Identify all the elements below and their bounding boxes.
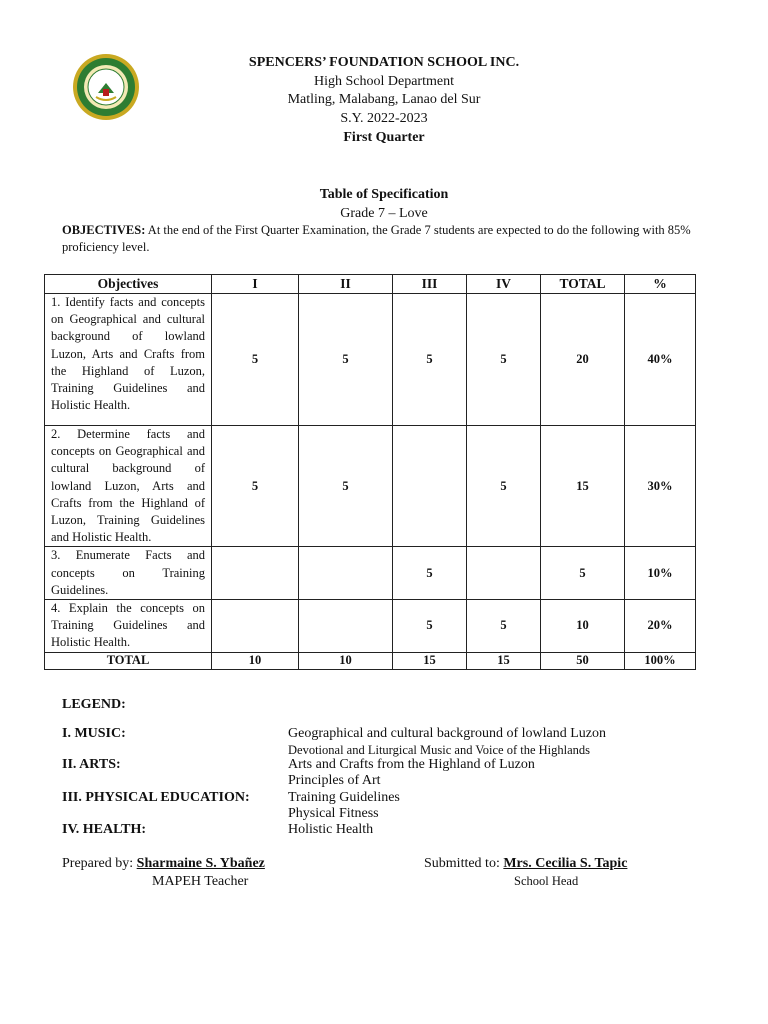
legend-pe-line2: Physical Fitness: [288, 806, 379, 821]
legend-health-label: IV. HEALTH:: [62, 822, 147, 837]
page-title: Table of Specification: [319, 187, 449, 202]
column-header: IV: [467, 275, 541, 294]
objective-cell: 3. Enumerate Facts and concepts on Training Guidelines.: [45, 547, 212, 600]
objectives-body: At the end of the First Quarter Examination, the Grade 7 students are expected to do the following with 85% proficiency level.: [62, 223, 691, 254]
school-name: SPENCERS’ FOUNDATION SCHOOL INC.: [248, 55, 520, 70]
submitted-to-label: Submitted to:: [424, 856, 504, 871]
table-cell: [299, 600, 393, 653]
table-cell: 5: [212, 426, 299, 547]
table-cell: 10%: [625, 547, 696, 600]
table-cell: 100%: [625, 652, 696, 669]
submitted-to-role: School Head: [514, 874, 579, 888]
quarter: First Quarter: [343, 130, 425, 145]
department: High School Department: [314, 74, 454, 89]
table-cell: 5: [393, 600, 467, 653]
prepared-by-label: Prepared by:: [62, 856, 137, 871]
legend-health-line1: Holistic Health: [288, 822, 374, 837]
table-cell: 5: [212, 294, 299, 426]
objectives-paragraph: [62, 222, 702, 256]
objective-cell: 4. Explain the concepts on Training Guidelines and Holistic Health.: [45, 600, 212, 653]
objective-cell: 2. Determine facts and concepts on Geographical and cultural background of lowland Luzon, Arts and Crafts from the Highland of Luzon, Training Guidelines and Holistic Health.: [45, 426, 212, 547]
table-cell: 10: [541, 600, 625, 653]
table-cell: TOTAL: [45, 652, 212, 669]
table-cell: 15: [467, 652, 541, 669]
table-cell: 5: [467, 426, 541, 547]
table-cell: [393, 426, 467, 547]
table-cell: 5: [299, 294, 393, 426]
school-year: S.Y. 2022-2023: [340, 111, 428, 126]
legend-arts-line1: Arts and Crafts from the Highland of Luzon: [288, 757, 535, 772]
table-cell: 20: [541, 294, 625, 426]
prepared-by-role: MAPEH Teacher: [152, 874, 249, 889]
legend-arts-line2: Principles of Art: [288, 773, 381, 788]
column-header: TOTAL: [541, 275, 625, 294]
objectives-label: OBJECTIVES:: [62, 223, 146, 237]
prepared-by: [62, 856, 265, 872]
table-cell: 5: [393, 294, 467, 426]
column-header: I: [212, 275, 299, 294]
table-row: [45, 547, 696, 600]
table-cell: [467, 547, 541, 600]
legend-music-line2: Devotional and Liturgical Music and Voice of the Highlands: [288, 743, 591, 757]
address: Matling, Malabang, Lanao del Sur: [287, 92, 481, 107]
table-cell: 5: [467, 600, 541, 653]
table-cell: 30%: [625, 426, 696, 547]
table-cell: 10: [299, 652, 393, 669]
table-total-row: [45, 652, 696, 669]
table-cell: 5: [393, 547, 467, 600]
specification-table: [44, 274, 696, 670]
table-cell: 5: [467, 294, 541, 426]
table-cell: 20%: [625, 600, 696, 653]
legend-pe-label: III. PHYSICAL EDUCATION:: [62, 790, 250, 805]
column-header: %: [625, 275, 696, 294]
table-row: [45, 426, 696, 547]
column-header: Objectives: [45, 275, 212, 294]
table-cell: 50: [541, 652, 625, 669]
table-cell: 40%: [625, 294, 696, 426]
column-header: III: [393, 275, 467, 294]
table-cell: [212, 547, 299, 600]
legend-music-label: I. MUSIC:: [62, 726, 126, 741]
legend-title: LEGEND:: [62, 697, 126, 712]
prepared-by-name: Sharmaine S. Ybañez: [136, 856, 265, 871]
table-cell: [299, 547, 393, 600]
table-cell: [212, 600, 299, 653]
table-cell: 10: [212, 652, 299, 669]
page-subtitle: Grade 7 – Love: [340, 206, 428, 221]
objective-cell: 1. Identify facts and concepts on Geographical and cultural background of lowland Luzon, Arts and Crafts from the Highland of Luzon, Training Guidelines and Holistic Health.: [45, 294, 212, 426]
table-row: [45, 600, 696, 653]
column-header: II: [299, 275, 393, 294]
submitted-to-name: Mrs. Cecilia S. Tapic: [503, 856, 628, 871]
table-row: [45, 294, 696, 426]
legend-music-line1: Geographical and cultural background of lowland Luzon: [288, 726, 607, 741]
legend-arts-label: II. ARTS:: [62, 757, 121, 772]
table-cell: 5: [541, 547, 625, 600]
table-cell: 15: [393, 652, 467, 669]
table-header-row: [45, 275, 696, 294]
table-cell: 15: [541, 426, 625, 547]
table-cell: 5: [299, 426, 393, 547]
submitted-to: [424, 856, 627, 872]
legend-pe-line1: Training Guidelines: [288, 790, 400, 805]
